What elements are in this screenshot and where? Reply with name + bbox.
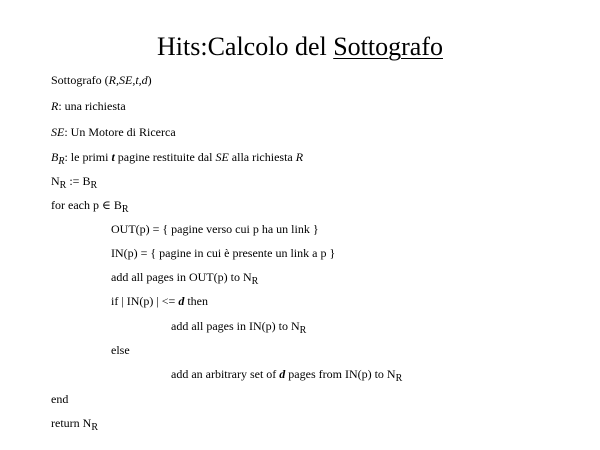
- r-definition: R: una richiesta: [51, 99, 126, 113]
- slide-title: [0, 30, 600, 64]
- if-line: if | IN(p) | <= d then: [111, 294, 208, 308]
- add-out-line: add all pages in OUT(p) to $N_R$: [111, 270, 259, 287]
- add-arbitrary-line: add an arbitrary set of d pages from IN(p) to $N_R$: [171, 367, 403, 384]
- slide-title-part2: Sottografo: [333, 32, 443, 61]
- br-definition: $B_R$: le primi t pagine restituite dal SE alla richiesta R: [51, 150, 304, 167]
- for-each-line: for each p ∈ $B_R$: [51, 198, 129, 215]
- out-definition: OUT(p) = { pagine verso cui p ha un link }: [111, 222, 319, 236]
- end-line: end: [51, 392, 69, 406]
- add-in-line: add all pages in IN(p) to $N_R$: [171, 319, 307, 336]
- slide-title-part1: Hits:Calcolo del: [157, 32, 327, 61]
- in-definition: IN(p) = { pagine in cui è presente un link a p }: [111, 246, 336, 260]
- nr-assignment: $N_R$ := $B_R$: [51, 174, 98, 191]
- signature-line: Sottografo (R,SE,t,d): [51, 73, 152, 87]
- se-definition: SE: Un Motore di Ricerca: [51, 125, 176, 139]
- else-line: else: [111, 343, 130, 357]
- return-line: return $N_R$: [51, 416, 98, 433]
